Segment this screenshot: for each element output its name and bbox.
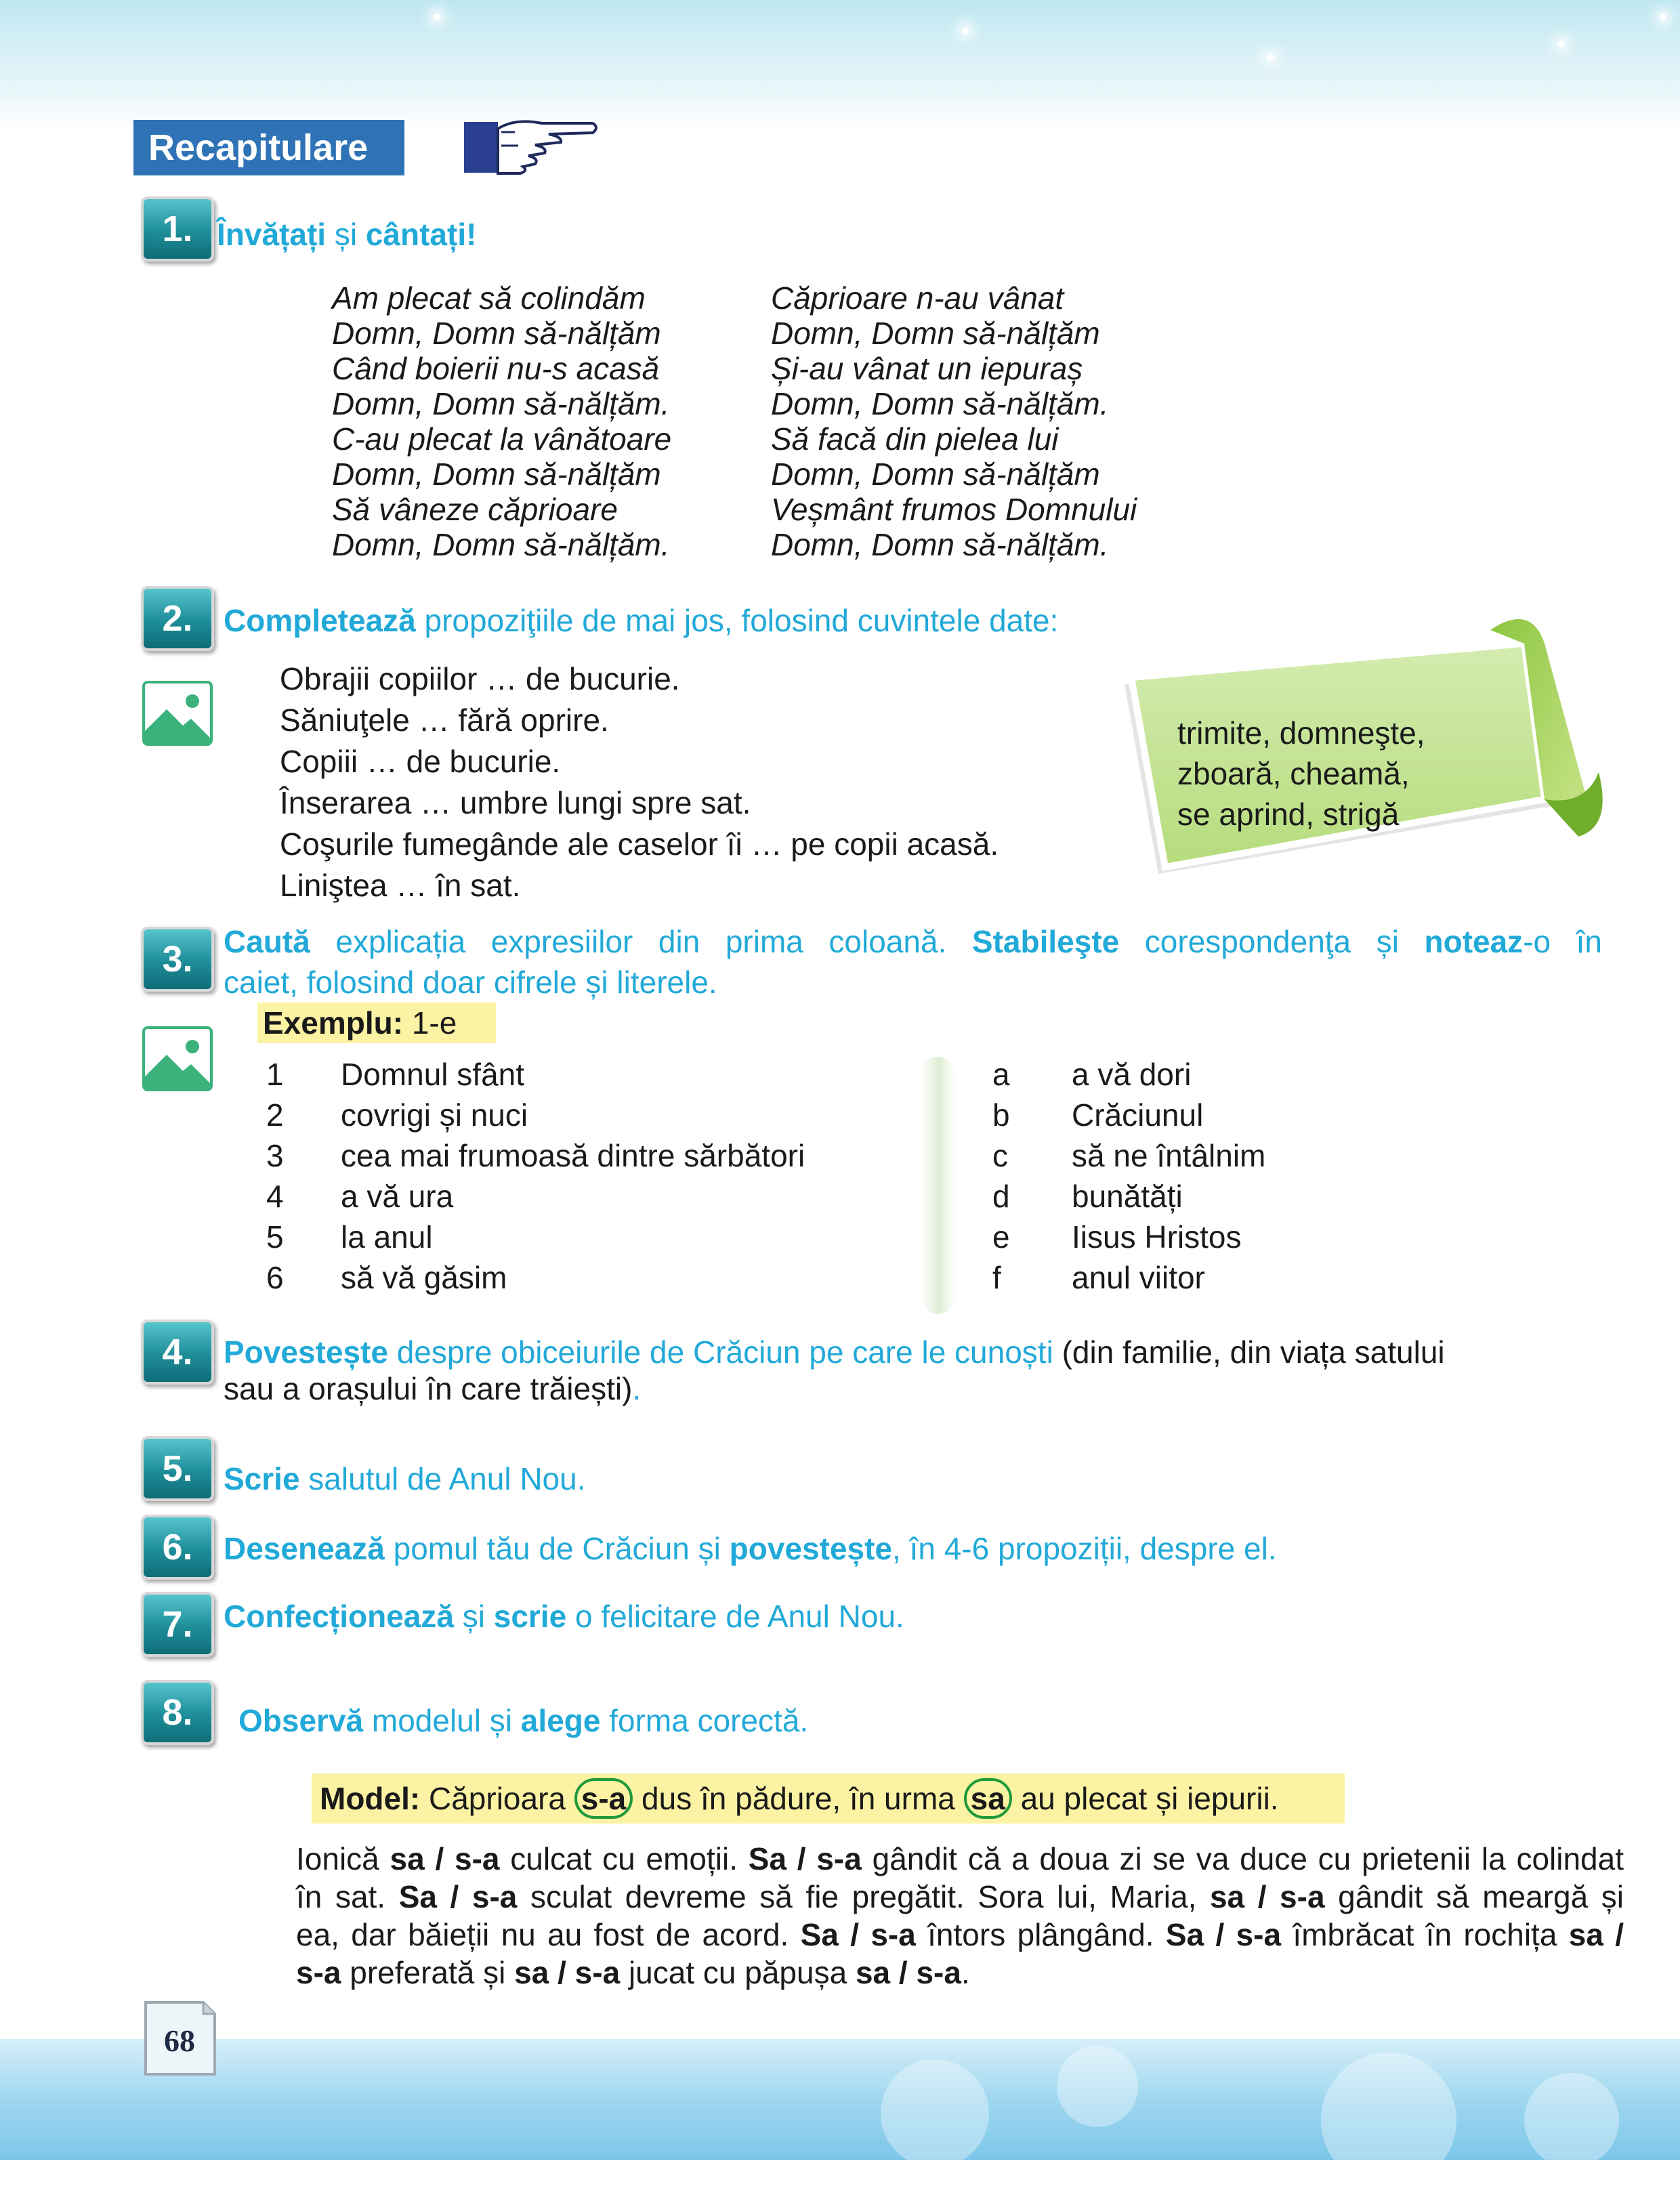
text-run: sa / s-a bbox=[390, 1841, 500, 1876]
text-run: s-a bbox=[296, 1955, 341, 1990]
item-letter: a bbox=[992, 1057, 1010, 1092]
text-run: noteaz bbox=[1424, 924, 1524, 959]
paragraph-line bbox=[296, 1916, 1624, 1954]
top-decorative-band bbox=[0, 0, 1680, 129]
text-run: Sa / s-a bbox=[1165, 1917, 1282, 1952]
text-run: Ionică bbox=[296, 1841, 390, 1876]
circled-word: sa bbox=[964, 1778, 1012, 1819]
exercise-instruction-continued: caiet, folosind doar cifrele și literele. bbox=[224, 965, 717, 1000]
exercise-instruction bbox=[224, 1530, 1277, 1568]
text-run: explicația expresiilor din prima coloană. bbox=[310, 924, 972, 959]
text-run: Sa / s-a bbox=[398, 1879, 518, 1914]
item-number: 4 bbox=[266, 1179, 284, 1214]
text-run: sa / bbox=[1568, 1917, 1624, 1952]
left-column-numbers bbox=[266, 1054, 284, 1298]
sentence-list bbox=[280, 658, 999, 906]
poem-line: Când boierii nu-s acasă bbox=[332, 351, 660, 386]
bokeh-circle bbox=[1524, 2073, 1619, 2168]
exercise-paragraph bbox=[296, 1840, 1624, 1992]
paragraph-line bbox=[296, 1954, 1624, 1992]
item-letter: d bbox=[992, 1179, 1010, 1214]
text-run: sau a orașului în care trăiești) bbox=[224, 1371, 633, 1406]
exercise-instruction bbox=[224, 923, 1602, 961]
expression-item: să vă găsim bbox=[341, 1260, 507, 1295]
exercise-number: 1. bbox=[141, 196, 214, 261]
text-run: Sa / s-a bbox=[748, 1841, 862, 1876]
image-icon bbox=[142, 681, 213, 746]
poem-left-column bbox=[332, 280, 671, 562]
circled-word: s-a bbox=[574, 1778, 633, 1819]
poem-line: Căprioare n-au vânat bbox=[771, 280, 1064, 316]
text-run: cântați bbox=[365, 217, 467, 252]
expression-item: covrigi și nuci bbox=[341, 1097, 528, 1133]
exercise-number: 5. bbox=[141, 1436, 214, 1501]
poem-line: Și-au vânat un iepuraș bbox=[771, 351, 1083, 386]
poem-line: Am plecat să colindăm bbox=[332, 280, 646, 316]
exercise-instruction bbox=[224, 1460, 585, 1498]
exercise-instruction bbox=[224, 602, 1058, 639]
bokeh-circle bbox=[881, 2059, 989, 2168]
expression-item: Domnul sfânt bbox=[341, 1057, 525, 1092]
expression-item: la anul bbox=[341, 1219, 433, 1255]
poem-line: Să vâneze căprioare bbox=[332, 492, 618, 527]
section-title: Recapitulare bbox=[133, 120, 404, 175]
exercise-number: 7. bbox=[141, 1592, 214, 1657]
text-run: Scrie bbox=[224, 1461, 300, 1496]
page-number: 68 bbox=[164, 2023, 195, 2058]
text-run: Desenează bbox=[224, 1531, 385, 1566]
explanation-item: Crăciunul bbox=[1072, 1097, 1204, 1133]
item-letter: b bbox=[992, 1097, 1010, 1133]
text-run: culcat cu emoții. bbox=[499, 1841, 749, 1876]
explanation-item: a vă dori bbox=[1072, 1057, 1192, 1092]
text-run: (din familie, din viața satului bbox=[1062, 1334, 1445, 1370]
sentence-item: Săniuţele … fără oprire. bbox=[280, 702, 609, 738]
text-run: jucat cu păpușa bbox=[620, 1955, 856, 1990]
text-run: Completează bbox=[224, 603, 416, 638]
text-run: preferată și bbox=[341, 1955, 515, 1990]
item-letter: c bbox=[992, 1138, 1008, 1173]
sparkle-icon bbox=[962, 27, 969, 34]
sparkle-icon bbox=[1558, 41, 1565, 47]
model-highlight: Model: Căprioara s-a dus în pădure, în urma sa au plecat și iepurii. bbox=[312, 1773, 1345, 1824]
poem-line: Domn, Domn să-nălțăm. bbox=[771, 527, 1109, 562]
text-run: Confecționează bbox=[224, 1599, 454, 1634]
text-run: Stabileşte bbox=[971, 924, 1120, 959]
sentence-item: Coşurile fumegânde ale caselor îi … pe copii acasă. bbox=[280, 826, 999, 862]
poem-line: Domn, Domn să-nălțăm. bbox=[332, 527, 670, 562]
text-run: pomul tău de Crăciun și bbox=[384, 1531, 730, 1566]
explanation-item: să ne întâlnim bbox=[1072, 1138, 1266, 1173]
poem-line: Domn, Domn să-nălțăm bbox=[771, 457, 1100, 492]
text-run: alege bbox=[520, 1703, 601, 1738]
item-number: 3 bbox=[266, 1138, 284, 1173]
explanation-item: Iisus Hristos bbox=[1072, 1219, 1242, 1255]
exercise-instruction bbox=[224, 1333, 1445, 1371]
item-number: 5 bbox=[266, 1219, 284, 1255]
bokeh-circle bbox=[1057, 2046, 1138, 2127]
text-run: ea, dar băieții nu au fost de acord. bbox=[296, 1917, 801, 1952]
image-icon bbox=[142, 1026, 213, 1091]
explanation-item: bunătăți bbox=[1072, 1179, 1183, 1214]
pointing-hand-icon bbox=[461, 108, 603, 183]
item-letter: f bbox=[992, 1260, 1001, 1295]
item-letter: e bbox=[992, 1219, 1010, 1255]
word-box-line: se aprind, strigă bbox=[1177, 797, 1400, 832]
text-run: în sat. bbox=[296, 1879, 399, 1914]
poem-line: Domn, Domn să-nălțăm bbox=[771, 316, 1100, 351]
text-run: întors plângând. bbox=[915, 1917, 1166, 1952]
text-run: forma corectă. bbox=[600, 1703, 809, 1738]
exercise-number: 3. bbox=[141, 927, 214, 992]
sentence-item: Copiii … de bucurie. bbox=[280, 744, 561, 779]
exercise-instruction-continued bbox=[224, 1370, 641, 1408]
left-column-expressions bbox=[341, 1054, 805, 1298]
paragraph-line bbox=[296, 1878, 1624, 1916]
text-run: sa / s-a bbox=[514, 1955, 621, 1990]
sentence-item: Înserarea … umbre lungi spre sat. bbox=[280, 785, 751, 820]
item-number: 1 bbox=[266, 1057, 284, 1092]
poem-right-column bbox=[771, 280, 1137, 562]
exercise-number: 6. bbox=[141, 1515, 214, 1580]
poem-line: Să facă din pielea lui bbox=[771, 421, 1059, 457]
bokeh-circle bbox=[1321, 2053, 1456, 2188]
text-run: . bbox=[632, 1371, 642, 1406]
exercise-instruction bbox=[238, 1702, 808, 1740]
text-run: Povestește bbox=[224, 1334, 388, 1370]
text-run: Observă bbox=[238, 1703, 364, 1738]
text-run: propoziţiile de mai jos, folosind cuvintele date: bbox=[415, 603, 1059, 638]
text-run: -o în bbox=[1523, 924, 1603, 959]
text-run: și bbox=[326, 217, 366, 252]
exercise-instruction bbox=[224, 1597, 904, 1635]
text-run: salutul de Anul Nou. bbox=[299, 1461, 586, 1496]
text-run: . bbox=[961, 1955, 970, 1990]
explanation-item: anul viitor bbox=[1072, 1260, 1205, 1295]
exercise-instruction bbox=[217, 215, 476, 253]
text-run: despre obiceiurile de Crăciun pe care le cunoști bbox=[387, 1334, 1062, 1370]
sparkle-icon bbox=[1660, 14, 1666, 20]
text-run: sa / s-a bbox=[855, 1955, 961, 1990]
text-run: Sa / s-a bbox=[800, 1917, 916, 1952]
word-box-line: trimite, domneşte, bbox=[1177, 715, 1425, 751]
sparkle-icon bbox=[1267, 54, 1274, 61]
text-run: gândit că a doua zi se va duce cu prietenii la colindat bbox=[861, 1841, 1624, 1876]
text-run: îmbrăcat în rochița bbox=[1281, 1917, 1569, 1952]
right-column-letters bbox=[992, 1054, 1010, 1298]
paragraph-line bbox=[296, 1840, 1624, 1878]
exercise-number: 8. bbox=[141, 1680, 214, 1745]
exercise-number: 2. bbox=[141, 586, 214, 651]
poem-line: Domn, Domn să-nălțăm. bbox=[332, 386, 670, 421]
text-run: scrie bbox=[493, 1599, 567, 1634]
expression-item: cea mai frumoasă dintre sărbători bbox=[341, 1138, 805, 1173]
text-run: și bbox=[453, 1599, 494, 1634]
sentence-item: Liniştea … în sat. bbox=[280, 868, 521, 903]
decorative-divider bbox=[921, 1057, 955, 1314]
sparkle-icon bbox=[434, 14, 440, 20]
example-highlight: Exemplu: 1-e bbox=[257, 1003, 496, 1043]
item-number: 6 bbox=[266, 1260, 284, 1295]
text-run: gândit să meargă și bbox=[1324, 1879, 1624, 1914]
expression-item: a vă ura bbox=[341, 1179, 454, 1214]
word-box-line: zboară, cheamă, bbox=[1177, 756, 1410, 791]
text-run: o felicitare de Anul Nou. bbox=[566, 1599, 904, 1634]
text-run: ! bbox=[466, 217, 477, 252]
poem-line: Domn, Domn să-nălțăm. bbox=[771, 386, 1109, 421]
text-run: povestește bbox=[729, 1531, 892, 1566]
poem-line: Domn, Domn să-nălțăm bbox=[332, 457, 661, 492]
poem-line: Veșmânt frumos Domnului bbox=[771, 492, 1137, 527]
poem-line: Domn, Domn să-nălțăm bbox=[332, 316, 661, 351]
poem-line: C-au plecat la vânătoare bbox=[332, 421, 672, 457]
text-run: sa / s-a bbox=[1209, 1879, 1325, 1914]
text-run: , în 4-6 propoziții, despre el. bbox=[891, 1531, 1277, 1566]
text-run: sculat devreme să fie pregătit. Sora lui, Maria, bbox=[517, 1879, 1210, 1914]
text-run: Caută bbox=[224, 924, 310, 959]
text-run: Învățați bbox=[217, 217, 327, 252]
text-run: modelul și bbox=[363, 1703, 521, 1738]
word-box-text bbox=[1177, 713, 1425, 835]
sentence-item: Obrajii copiilor … de bucurie. bbox=[280, 661, 680, 696]
exercise-number: 4. bbox=[141, 1320, 214, 1385]
text-run: corespondenţa și bbox=[1119, 924, 1425, 959]
right-column-explanations bbox=[1072, 1054, 1265, 1298]
item-number: 2 bbox=[266, 1097, 284, 1133]
